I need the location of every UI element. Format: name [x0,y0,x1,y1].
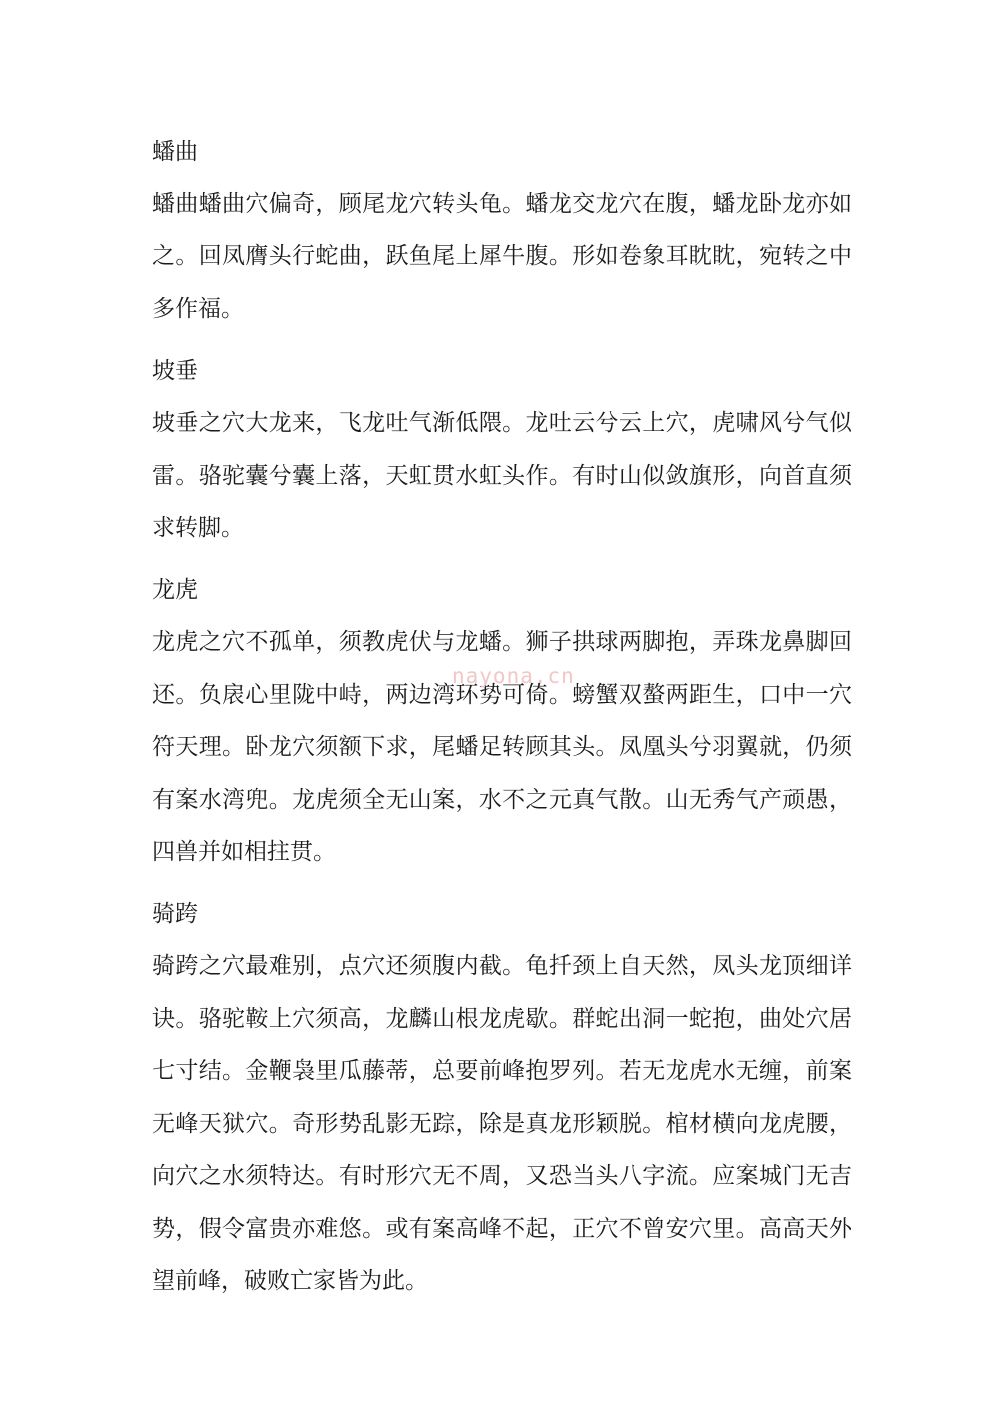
section-paragraph: 龙虎之穴不孤单，须教虎伏与龙蟠。狮子拱球两脚抱，弄珠龙鼻脚回还。负扆心里陇中峙，两边湾环势可倚。螃蟹双螯两距生，口中一穴符天理。卧龙穴须额下求，尾蟠足转顾其头。凤凰头兮羽翼就，仍须有案水湾兜。龙虎须全无山案，水不之元真气散。山无秀气产顽愚，四兽并如相拄贯。 [152,629,852,866]
section-panqu [152,126,852,335]
section-gap [152,335,852,345]
section-paragraph: 骑跨之穴最难别，点穴还须腹内截。龟扦颈上自天然，凤头龙顶细详诀。骆驼鞍上穴须高，龙麟山根龙虎歇。群蛇出洞一蛇抱，曲处穴居七寸结。金鞭袅里瓜藤蒂，总要前峰抱罗列。若无龙虎水无缠，前案无峰天狱穴。奇形势乱影无踪，除是真龙形颖脱。棺材横向龙虎腰，向穴之水须特达。有时形穴无不周，又恐当头八字流。应案城门无吉势，假令富贵亦难悠。或有案高峰不起，正穴不曾安穴里。高高天外望前峰，破败亡家皆为此。 [152,953,852,1294]
section-heading: 骑跨 [152,901,198,928]
section-longhu [152,564,852,878]
section-heading: 坡垂 [152,358,198,385]
section-paragraph: 蟠曲蟠曲穴偏奇，顾尾龙穴转头龟。蟠龙交龙穴在腹，蟠龙卧龙亦如之。回凤膺头行蛇曲，跃鱼尾上犀牛腹。形如卷象耳眈眈，宛转之中多作福。 [152,191,852,322]
document-content [152,126,852,1307]
section-heading: 龙虎 [152,577,198,604]
section-qikua [152,888,852,1307]
watermark: nayona.cn [452,664,575,688]
section-gap [152,878,852,888]
section-heading: 蟠曲 [152,139,198,165]
section-paragraph: 坡垂之穴大龙来，飞龙吐气渐低隈。龙吐云兮云上穴，虎啸风兮气似雷。骆驼囊兮囊上落，天虹贯水虹头作。有时山似敛旗形，向首直须求转脚。 [152,410,852,542]
section-pochui [152,345,852,554]
section-gap [152,554,852,564]
